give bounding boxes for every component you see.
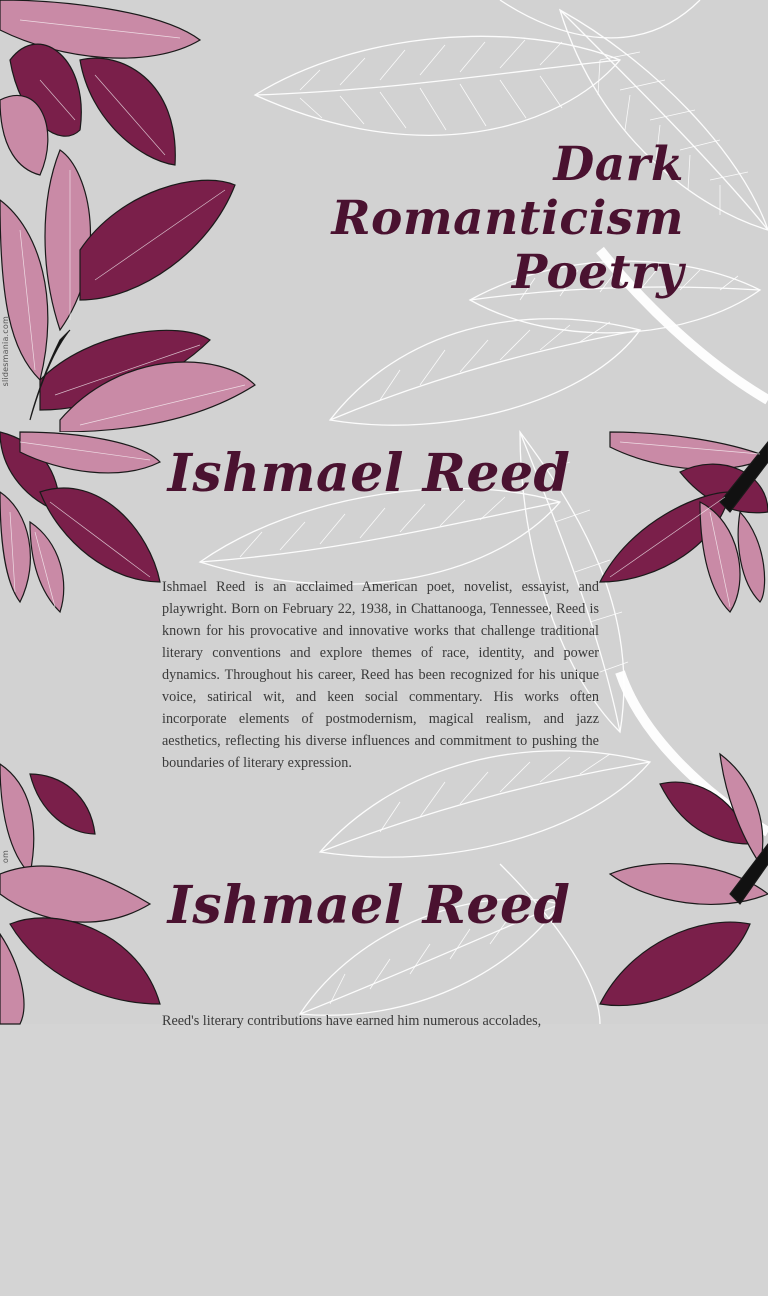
- contributions-paragraph: Reed's literary contributions have earned him numerous accolades,: [162, 1013, 542, 1029]
- deck-title-line-1: Dark Romanticism: [331, 137, 684, 247]
- credit-text: slidesmania.com: [1, 316, 10, 387]
- slide-title: [0, 0, 768, 432]
- slide-heading: Ishmael Reed: [167, 443, 571, 504]
- slide-heading: Ishmael Reed: [167, 875, 571, 936]
- bio-paragraph: Ishmael Reed is an acclaimed American poet, novelist, essayist, and playwright. Born on February 22, 1938, in Chattanooga, Tennessee, Reed is known for his provocative and innovative works that challenge traditional literary conventions and explore themes of race, identity, and power dynamics. Throughout his career, Reed has been recognized for his unique voice, satirical wit, and keen social commentary. His works often incorporate elements of postmodernism, magical realism, and jazz aesthetics, reflecting his diverse influences and commitment to pushing the boundaries of literary expression.: [162, 579, 599, 771]
- deck-title: [204, 138, 684, 300]
- deck-title-line-2: Poetry: [511, 245, 684, 301]
- slide-contributions: [0, 864, 768, 1029]
